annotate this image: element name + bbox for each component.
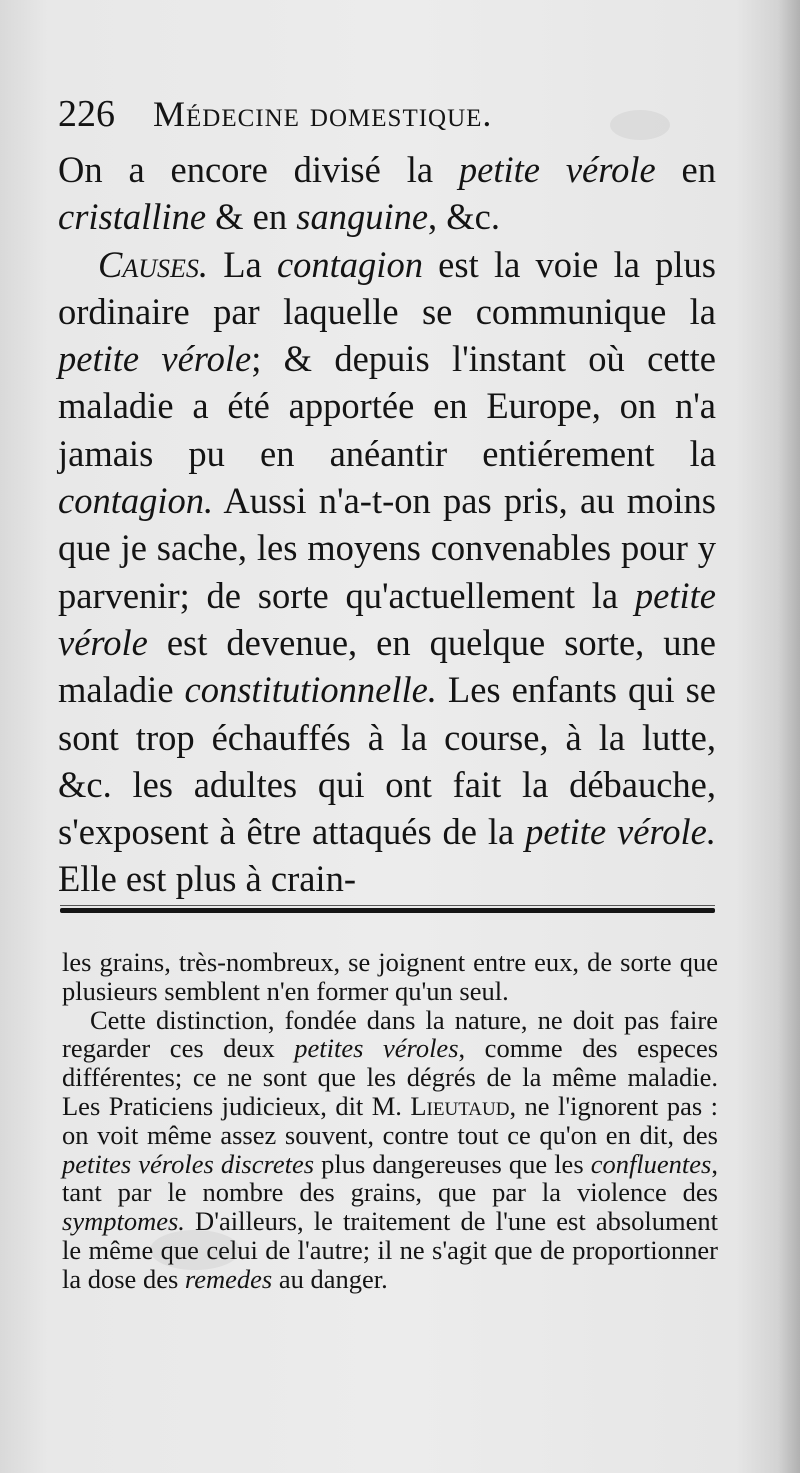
rule-hairline: [60, 905, 715, 906]
text-run: , tant par le nombre des grains, que par la violence des: [62, 1148, 718, 1208]
italic-term: petite vérole: [58, 338, 252, 380]
text-run: Cette distinction, fondée dans la nature, ne doit pas faire regarder ces deux: [62, 1004, 718, 1064]
text-run: est devenue, en quelque sorte, une maladie: [58, 621, 716, 711]
italic-term: petite vérole: [458, 149, 656, 190]
author-name: Lieutaud: [410, 1090, 510, 1121]
page-number: 226: [58, 93, 115, 135]
italic-term: constitutionnelle.: [184, 669, 437, 711]
text-run: On a encore divisé la: [58, 149, 459, 190]
rule-thick-line: [60, 908, 715, 913]
text-run: , comme des especes différentes; ce ne sont que les dégrés de la même maladie. Les Praticiens judicieux, dit M.: [62, 1033, 719, 1121]
italic-term: contagion.: [58, 480, 214, 522]
text-run: Les enfants qui se sont trop échauffés à la course, à la lutte, &c. les adultes qui ont fait la débauche, s'exposent à être attaqués de la: [58, 669, 716, 853]
page-header: [58, 92, 718, 142]
italic-term: symptomes.: [62, 1206, 185, 1237]
running-head-rest: édecine domestique.: [186, 94, 493, 134]
text-run: en: [655, 149, 716, 190]
running-head: [153, 93, 492, 135]
text-run: & en: [206, 196, 297, 238]
italic-term: petite vérole.: [525, 811, 716, 853]
footnote-continuation: les grains, très-nombreux, se joignent entre eux, de sorte que plusieurs semblent n'en former qu'un seul.: [62, 947, 718, 1006]
footnote-paragraph: [62, 1006, 718, 1294]
page-edge-shadow: [778, 0, 800, 1473]
italic-term: sanguine: [296, 196, 429, 238]
section-heading-causes: Causes.: [98, 243, 209, 285]
text-run: D'ailleurs, le traitement de l'une est absolument le même que celui de l'autre; il ne s'agit que de proportionner la dose des: [62, 1206, 718, 1294]
text-run: , &c.: [428, 196, 500, 238]
italic-term: petites véroles: [294, 1033, 459, 1064]
italic-term: petites véroles discretes: [62, 1148, 315, 1179]
footnote-separator-rule: [60, 905, 715, 917]
text-run: , ne l'ignorent pas : on voit même assez souvent, contre tout ce qu'on en dit, des: [62, 1090, 718, 1150]
paragraph-causes: [58, 241, 716, 903]
text-run: Elle est plus à crain-: [58, 858, 356, 900]
italic-term: confluentes: [590, 1148, 712, 1179]
italic-term: contagion: [276, 243, 423, 285]
italic-term: cristalline: [58, 196, 207, 238]
text-run: ; & depuis l'instant où cette maladie a été apportée en Europe, on n'a jamais pu en anéantir entiérement la: [58, 338, 716, 474]
text-run: est la voie la plus ordinaire par laquelle se communique la: [58, 243, 716, 332]
main-text: [58, 146, 716, 903]
running-head-initial: M: [153, 94, 187, 134]
footnote: [62, 948, 718, 1294]
text-run: au danger.: [272, 1263, 388, 1294]
italic-term: petite vérole: [58, 574, 716, 663]
text-run: plus dangereuses que les: [314, 1148, 591, 1179]
italic-term: remedes: [184, 1263, 273, 1294]
text-run: La: [208, 243, 277, 285]
text-run: Aussi n'a-t-on pas pris, au moins que je sache, les moyens convenables pour y parvenir; de sorte qu'actuellement la: [58, 480, 716, 616]
paragraph-divisions: [58, 146, 716, 241]
